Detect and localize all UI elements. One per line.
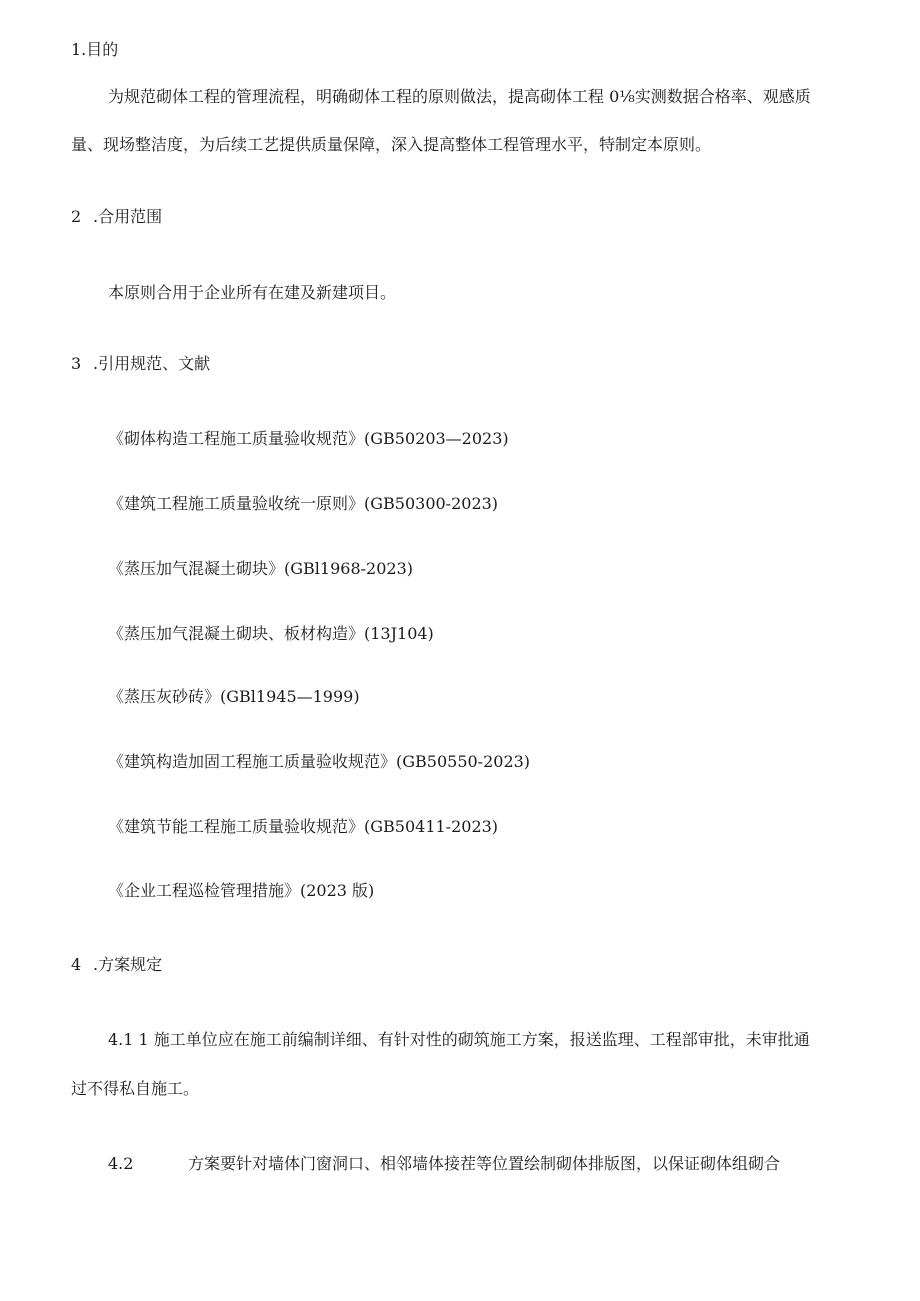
section-4-1-paragraph-line-1: 4.1 1 施工单位应在施工前编制详细、有针对性的砌筑施工方案，报送监理、工程部审批，未审批通: [108, 1030, 810, 1049]
reference-item: 《建筑工程施工质量验收统一原则》(GB50300-2023): [108, 494, 499, 513]
reference-item: 《建筑节能工程施工质量验收规范》(GB50411-2023): [108, 817, 499, 836]
section-2-number: 2: [71, 207, 82, 226]
section-3-title: .引用规范、文献: [93, 354, 211, 373]
section-4-number: 4: [71, 955, 82, 974]
section-4-1-paragraph-line-2: 过不得私自施工。: [71, 1079, 200, 1098]
section-1-heading: 1.目的: [71, 40, 119, 59]
reference-item: 《砌体构造工程施工质量验收规范》(GB50203—2023): [108, 429, 509, 448]
section-4-title: .方案规定: [93, 955, 163, 974]
section-4-2-number: 4.2: [108, 1154, 134, 1173]
section-3-heading: [71, 356, 210, 372]
reference-item: 《蒸压灰砂砖》(GBl1945—1999): [108, 687, 360, 706]
section-4-heading: [71, 957, 162, 973]
section-2-paragraph: 本原则合用于企业所有在建及新建项目。: [108, 283, 397, 302]
reference-item: 《建筑构造加固工程施工质量验收规范》(GB50550-2023): [108, 752, 531, 771]
section-2-title: .合用范围: [93, 207, 163, 226]
section-3-number: 3: [71, 354, 82, 373]
reference-item: 《蒸压加气混凝土砌块》(GBl1968-2023): [108, 559, 413, 578]
reference-item: 《蒸压加气混凝土砌块、板材构造》(13J104): [108, 624, 434, 643]
section-1-paragraph-line-1: 为规范砌体工程的管理流程，明确砌体工程的原则做法，提高砌体工程 0⅛实测数据合格率、观感质: [108, 87, 811, 106]
section-4-2-paragraph: [108, 1156, 780, 1172]
section-4-2-text: 方案要针对墙体门窗洞口、相邻墙体接茬等位置绘制砌体排版图，以保证砌体组砌合: [188, 1154, 781, 1173]
reference-item: 《企业工程巡检管理措施》(2023 版): [108, 881, 375, 900]
section-2-heading: [71, 209, 162, 225]
section-1-paragraph-line-2: 量、现场整洁度，为后续工艺提供质量保障，深入提高整体工程管理水平，特制定本原则。: [71, 135, 712, 154]
